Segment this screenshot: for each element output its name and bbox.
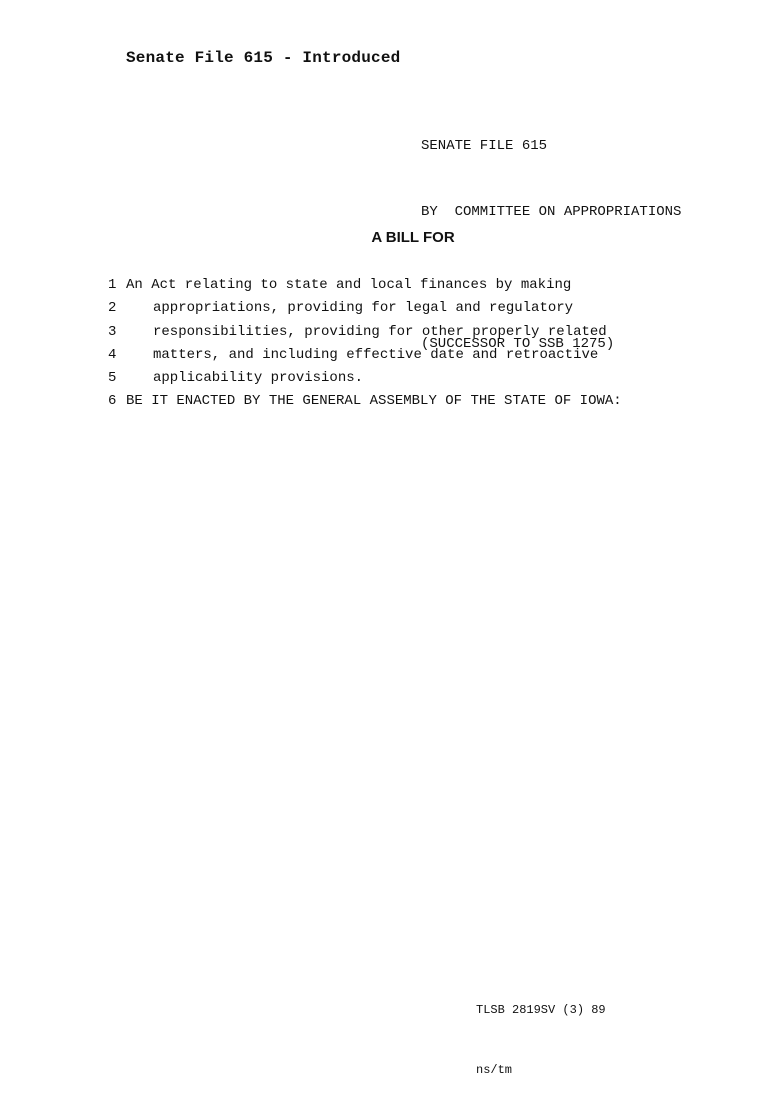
- line-text: matters, and including effective date and retroactive: [153, 346, 599, 363]
- line-number: 1: [108, 277, 117, 293]
- line-text: applicability provisions.: [153, 370, 364, 387]
- bill-heading: A BILL FOR: [371, 229, 455, 246]
- line-text: appropriations, providing for legal and regulatory: [153, 300, 574, 317]
- document-footer: [476, 960, 606, 1100]
- sponsor-line: BY COMMITTEE ON APPROPRIATIONS: [421, 204, 682, 220]
- line-number: 6: [108, 393, 117, 410]
- footer-initials: ns/tm: [476, 1063, 513, 1077]
- line-number: 5: [108, 370, 117, 387]
- line-number: 2: [108, 300, 117, 317]
- line-text: An Act relating to state and local finances by making: [126, 277, 572, 293]
- bill-line: [108, 344, 622, 367]
- line-number: 4: [108, 346, 117, 363]
- document-title: Senate File 615 - Introduced: [126, 49, 401, 67]
- bill-line: [108, 274, 622, 297]
- footer-code: TLSB 2819SV (3) 89: [476, 1003, 606, 1017]
- line-text: responsibilities, providing for other properly related: [153, 323, 607, 340]
- successor-note: (SUCCESSOR TO SSB 1275): [421, 336, 615, 352]
- bill-line: [108, 367, 622, 390]
- bill-line: [108, 297, 622, 320]
- line-text: BE IT ENACTED BY THE GENERAL ASSEMBLY OF THE STATE OF IOWA:: [126, 393, 622, 410]
- senate-file-number: SENATE FILE 615: [421, 138, 548, 154]
- bill-line: [108, 390, 622, 413]
- line-number: 3: [108, 323, 117, 340]
- bill-line: [108, 321, 622, 344]
- bill-text: [108, 274, 622, 414]
